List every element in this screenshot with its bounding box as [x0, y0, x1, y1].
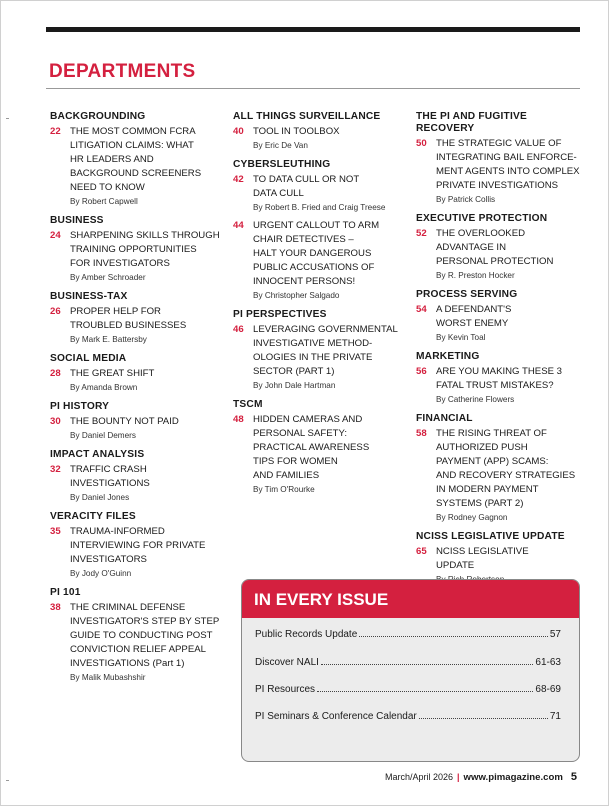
issue-date: March/April 2026 — [384, 772, 453, 782]
entry-title-line: SYSTEMS (PART 2) — [436, 498, 524, 509]
every-issue-title: IN EVERY ISSUE — [242, 580, 579, 618]
entry-title-line: ADVANTAGE IN — [436, 242, 507, 253]
title-rule — [46, 88, 580, 89]
section-heading: EXECUTIVE PROTECTION — [416, 213, 548, 224]
entry-title-line: CONVICTION RELIEF APPEAL — [70, 644, 206, 655]
every-issue-page: 71 — [549, 711, 561, 722]
entry-page-number: 46 — [233, 324, 244, 335]
entry-byline: By R. Preston Hocker — [436, 271, 515, 280]
toc-section — [416, 413, 586, 523]
toc-entry[interactable] — [50, 125, 220, 207]
toc-entry[interactable] — [416, 365, 586, 405]
page-footer — [385, 771, 577, 783]
section-heading: BUSINESS-TAX — [50, 291, 128, 302]
entry-title-line: HIDDEN CAMERAS AND — [253, 414, 363, 425]
entry-byline: By Catherine Flowers — [436, 395, 515, 404]
toc-entry[interactable] — [416, 303, 586, 343]
entry-title-line: WORST ENEMY — [436, 318, 509, 329]
entry-page-number: 58 — [416, 428, 427, 439]
entry-body — [436, 303, 586, 343]
entry-title-line: PRACTICAL AWARENESS — [253, 442, 370, 453]
page-number: 5 — [570, 771, 577, 783]
entry-title-line: FATAL TRUST MISTAKES? — [436, 380, 554, 391]
entry-byline: By Mark E. Battersby — [70, 335, 147, 344]
entry-page-number: 44 — [233, 220, 244, 231]
every-issue-page: 61-63 — [535, 657, 561, 668]
section-heading: NCISS LEGISLATIVE UPDATE — [416, 531, 565, 542]
entry-body — [70, 463, 220, 503]
section-heading: SOCIAL MEDIA — [50, 353, 127, 364]
toc-section — [416, 351, 586, 405]
entry-title-line: PAYMENT (APP) SCAMS: — [436, 456, 549, 467]
entry-page-number: 65 — [416, 546, 427, 557]
entry-byline: By Christopher Salgado — [253, 291, 340, 300]
every-issue-box — [241, 579, 580, 762]
section-heading: PI PERSPECTIVES — [233, 309, 327, 320]
toc-section — [50, 215, 220, 283]
entry-body — [70, 415, 220, 441]
toc-column-1 — [50, 111, 220, 691]
entry-title-line: PRIVATE INVESTIGATIONS — [436, 180, 559, 191]
top-rule — [46, 27, 580, 32]
entry-title-line: TIPS FOR WOMEN — [253, 456, 338, 467]
entry-title-line: THE BOUNTY NOT PAID — [70, 416, 179, 427]
site-url[interactable]: www.pimagazine.com — [463, 772, 563, 783]
toc-entry[interactable] — [233, 219, 403, 301]
toc-section — [50, 449, 220, 503]
entry-title-line: DATA CULL — [253, 188, 304, 199]
entry-byline: By Tim O'Rourke — [253, 485, 315, 494]
entry-byline: By Malik Mubashshir — [70, 673, 146, 682]
entry-title-line: LITIGATION CLAIMS: WHAT — [70, 140, 194, 151]
entry-title-line: PROPER HELP FOR — [70, 306, 161, 317]
section-heading: PI HISTORY — [50, 401, 110, 412]
margin-mark — [6, 780, 9, 781]
entry-body — [253, 323, 403, 391]
entry-byline: By Jody O'Guinn — [70, 569, 132, 578]
entry-page-number: 52 — [416, 228, 427, 239]
entry-title-line: AND RECOVERY STRATEGIES — [436, 470, 576, 481]
entry-page-number: 30 — [50, 416, 61, 427]
entry-page-number: 50 — [416, 138, 427, 149]
every-issue-label: PI Resources — [255, 684, 316, 695]
every-issue-label: Public Records Update — [255, 629, 358, 640]
toc-section — [50, 291, 220, 345]
toc-section — [50, 587, 220, 683]
every-issue-page: 57 — [549, 629, 561, 640]
every-issue-row[interactable] — [255, 684, 561, 695]
entry-title-line: UPDATE — [436, 560, 475, 571]
entry-page-number: 24 — [50, 230, 61, 241]
section-heading: FINANCIAL — [416, 413, 473, 424]
toc-section — [233, 399, 403, 495]
entry-title-line: TO DATA CULL OR NOT — [253, 174, 360, 185]
section-heading: VERACITY FILES — [50, 511, 136, 522]
entry-title-line: TRAFFIC CRASH INVESTIGATIONS — [70, 464, 150, 489]
entry-title-line: TROUBLED BUSINESSES — [70, 320, 187, 331]
section-heading: BACKGROUNDING — [50, 111, 146, 122]
entry-title-line: INVESTIGATIVE METHOD- — [253, 338, 373, 349]
dot-leader — [317, 684, 533, 692]
entry-title-line: AND FAMILIES — [253, 470, 320, 481]
every-issue-label: PI Seminars & Conference Calendar — [255, 711, 417, 722]
entry-page-number: 22 — [50, 126, 61, 137]
entry-title-line: TRAUMA-INFORMED — [70, 526, 165, 537]
section-heading: MARKETING — [416, 351, 480, 362]
entry-page-number: 32 — [50, 464, 61, 475]
entry-page-number: 26 — [50, 306, 61, 317]
section-heading: ALL THINGS SURVEILLANCE — [233, 111, 381, 122]
toc-section — [416, 111, 586, 205]
section-heading: IMPACT ANALYSIS — [50, 449, 145, 460]
toc-entry[interactable] — [233, 413, 403, 495]
page-title: DEPARTMENTS — [49, 61, 196, 82]
entry-title-line: HR LEADERS AND — [70, 154, 154, 165]
margin-mark — [6, 118, 9, 119]
every-issue-label: Discover NALI — [255, 657, 319, 668]
entry-title-line: THE STRATEGIC VALUE OF — [436, 138, 562, 149]
toc-entry[interactable] — [233, 125, 403, 151]
section-heading: TSCM — [233, 399, 263, 410]
every-issue-row[interactable] — [255, 711, 561, 722]
every-issue-row[interactable] — [255, 629, 561, 640]
entry-body — [253, 173, 403, 213]
entry-title-line: INNOCENT PERSONS! — [253, 276, 356, 287]
dot-leader — [359, 629, 548, 637]
toc-section — [50, 401, 220, 441]
entry-title-line: GUIDE TO CONDUCTING POST — [70, 630, 213, 641]
toc-section — [233, 111, 403, 151]
section-heading: THE PI AND FUGITIVE RECOVERY — [416, 111, 527, 134]
section-heading: CYBERSLEUTHING — [233, 159, 331, 170]
entry-title-line: INTEGRATING BAIL ENFORCE- — [436, 152, 577, 163]
toc-entry[interactable] — [233, 323, 403, 391]
entry-byline: By Robert B. Fried and Craig Treese — [253, 203, 386, 212]
entry-title-line: THE RISING THREAT OF — [436, 428, 547, 439]
entry-title-line: AUTHORIZED PUSH — [436, 442, 528, 453]
toc-entry[interactable] — [50, 463, 220, 503]
toc-section — [50, 111, 220, 207]
entry-page-number: 42 — [233, 174, 244, 185]
toc-section — [233, 309, 403, 391]
entry-body — [436, 137, 586, 205]
toc-section — [233, 159, 403, 301]
dot-leader — [321, 657, 534, 665]
entry-title-line: CHAIR DETECTIVES – — [253, 234, 354, 245]
entry-title-line: INVESTIGATORS — [70, 554, 147, 565]
entry-page-number: 54 — [416, 304, 427, 315]
entry-byline: By John Dale Hartman — [253, 381, 336, 390]
toc-entry[interactable] — [50, 305, 220, 345]
entry-byline: By Eric De Van — [253, 141, 308, 150]
entry-body — [70, 601, 220, 683]
section-heading: PI 101 — [50, 587, 81, 598]
entry-page-number: 56 — [416, 366, 427, 377]
toc-section — [416, 531, 586, 585]
dot-leader — [419, 711, 548, 719]
toc-column-2 — [233, 111, 403, 503]
toc-entry[interactable] — [233, 173, 403, 213]
entry-body — [436, 365, 586, 405]
section-heading: PROCESS SERVING — [416, 289, 518, 300]
entry-title-line: PERSONAL SAFETY: — [253, 428, 348, 439]
entry-title-line: URGENT CALLOUT TO ARM — [253, 220, 380, 231]
entry-title-line: PUBLIC ACCUSATIONS OF — [253, 262, 375, 273]
entry-page-number: 48 — [233, 414, 244, 425]
entry-title-line: BACKGROUND SCREENERS — [70, 168, 202, 179]
entry-title-line: PERSONAL PROTECTION — [436, 256, 554, 267]
entry-title-line: NEED TO KNOW — [70, 182, 145, 193]
every-issue-row[interactable] — [255, 657, 561, 668]
entry-title-line: MENT AGENTS INTO COMPLEX — [436, 166, 580, 177]
toc-entry[interactable] — [50, 525, 220, 579]
entry-page-number: 40 — [233, 126, 244, 137]
entry-byline: By Amanda Brown — [70, 383, 138, 392]
entry-page-number: 38 — [50, 602, 61, 613]
entry-title-line: INTERVIEWING FOR PRIVATE — [70, 540, 206, 551]
toc-section — [416, 213, 586, 281]
entry-byline: By Patrick Collis — [436, 195, 496, 204]
entry-body — [70, 229, 220, 283]
toc-entry[interactable] — [50, 229, 220, 283]
entry-body — [70, 367, 220, 393]
entry-page-number: 35 — [50, 526, 61, 537]
entry-byline: By Amber Schroader — [70, 273, 146, 282]
entry-title-line: THE GREAT SHIFT — [70, 368, 155, 379]
toc-entry[interactable] — [50, 415, 220, 441]
entry-title-line: OLOGIES IN THE PRIVATE — [253, 352, 373, 363]
entry-title-line: IN MODERN PAYMENT — [436, 484, 539, 495]
entry-title-line: HALT YOUR DANGEROUS — [253, 248, 372, 259]
toc-entry[interactable] — [50, 601, 220, 683]
toc-entry[interactable] — [50, 367, 220, 393]
entry-title-line: FOR INVESTIGATORS — [70, 258, 170, 269]
entry-title-line: TRAINING OPPORTUNITIES — [70, 244, 197, 255]
entry-byline: By Robert Capwell — [70, 197, 138, 206]
entry-body — [253, 219, 403, 301]
toc-entry[interactable] — [416, 227, 586, 281]
entry-title-line: ARE YOU MAKING THESE 3 — [436, 366, 562, 377]
entry-title-line: A DEFENDANT'S — [436, 304, 512, 315]
entry-body — [70, 125, 220, 207]
entry-body — [436, 427, 586, 523]
toc-section — [50, 511, 220, 579]
section-heading: BUSINESS — [50, 215, 104, 226]
entry-title-line: INVESTIGATOR'S STEP BY STEP — [70, 616, 220, 627]
entry-title-line: THE OVERLOOKED — [436, 228, 526, 239]
entry-byline: By Rodney Gagnon — [436, 513, 508, 522]
entry-body — [70, 305, 220, 345]
toc-column-3 — [416, 111, 586, 593]
toc-section — [416, 289, 586, 343]
entry-body — [253, 413, 403, 495]
toc-entry[interactable] — [416, 427, 586, 523]
entry-body — [70, 525, 220, 579]
footer-separator: | — [457, 772, 460, 782]
entry-body — [253, 125, 403, 151]
entry-title-line: NCISS LEGISLATIVE — [436, 546, 529, 557]
entry-title-line: SECTOR (PART 1) — [253, 366, 335, 377]
entry-title-line: LEVERAGING GOVERNMENTAL — [253, 324, 398, 335]
entry-title-line: THE MOST COMMON FCRA — [70, 126, 196, 137]
entry-title-line: TOOL IN TOOLBOX — [253, 126, 340, 137]
every-issue-page: 68-69 — [535, 684, 561, 695]
entry-byline: By Kevin Toal — [436, 333, 486, 342]
entry-body — [436, 227, 586, 281]
entry-title-line: SHARPENING SKILLS THROUGH — [70, 230, 220, 241]
entry-byline: By Daniel Demers — [70, 431, 136, 440]
entry-title-line: INVESTIGATIONS (Part 1) — [70, 658, 185, 669]
toc-section — [50, 353, 220, 393]
entry-title-line: THE CRIMINAL DEFENSE — [70, 602, 186, 613]
entry-page-number: 28 — [50, 368, 61, 379]
entry-byline: By Daniel Jones — [70, 493, 130, 502]
toc-entry[interactable] — [416, 137, 586, 205]
